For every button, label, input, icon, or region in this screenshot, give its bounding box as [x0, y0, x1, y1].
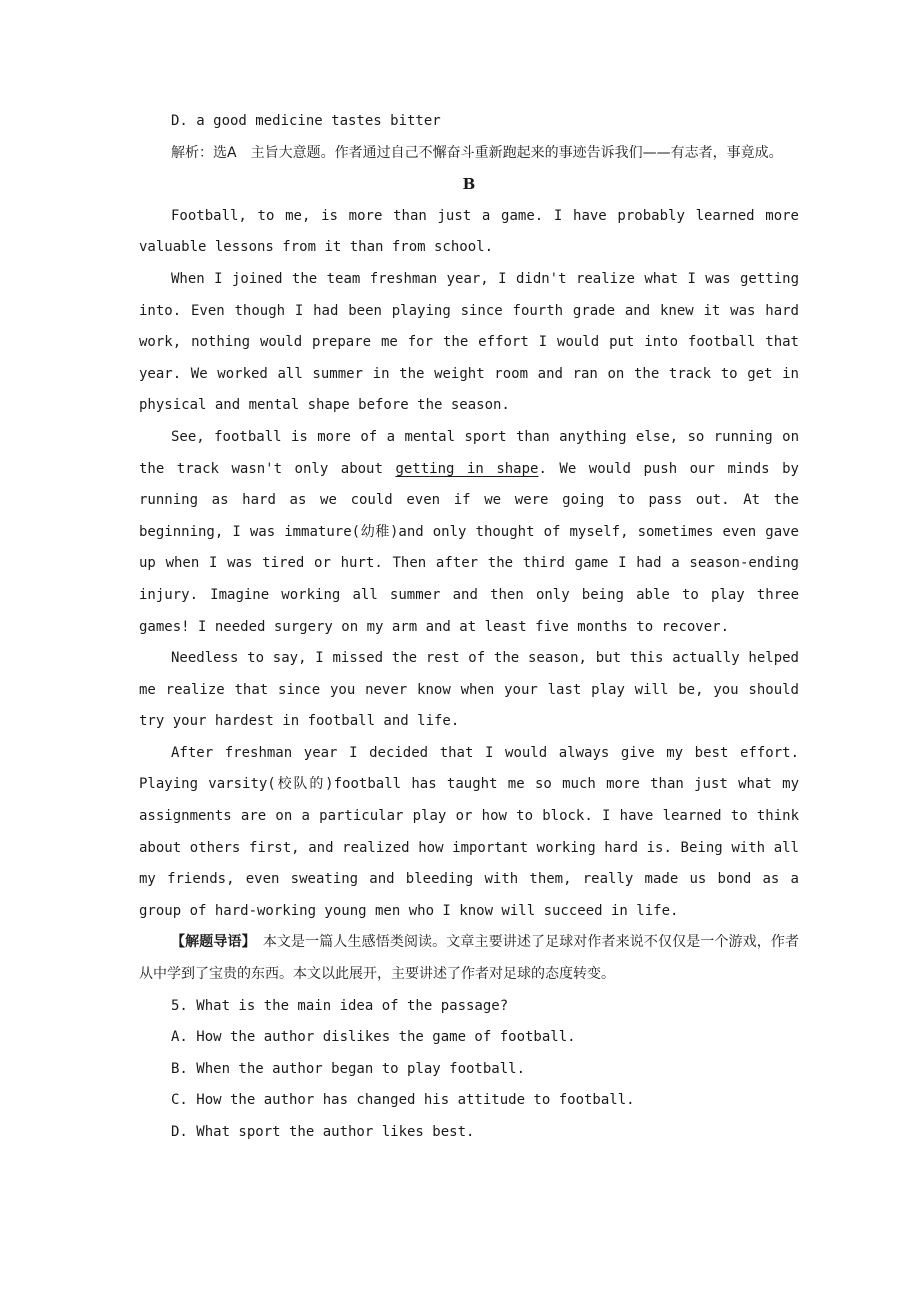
question-5-stem: 5. What is the main idea of the passage?	[171, 997, 509, 1014]
question-5-option-d: D. What sport the author likes best.	[171, 1124, 475, 1140]
p3-text-after: . We would push our minds by running as hard as we could even if we were going to pass out. At the beginning, I was immature(幼稚)and only thought of myself, sometimes even gave up when I was tired or hurt. Then after the third game I had a season-ending injury. Imagine working all summer and then only being able to play three games! I needed surgery on my arm and at least five months to recover.	[139, 460, 799, 635]
prev-analysis: 解析：选A 主旨大意题。作者通过自己不懈奋斗重新跑起来的事迹告诉我们——有志者，事竟成。	[171, 144, 783, 161]
prev-option-d: D. a good medicine tastes bitter	[171, 113, 441, 129]
passage-paragraph-2: When I joined the team freshman year, I didn't realize what I was getting into. Even though I had been playing since fourth grade and knew it was hard work, nothing would prepare me for the effort I would put into football that year. We worked all summer in the weight room and ran on the track to get in physical and mental shape before the season.	[139, 270, 799, 414]
section-heading: B	[462, 175, 476, 194]
question-5-option-b: B. When the author began to play football.	[171, 1060, 526, 1077]
passage-paragraph-1: Football, to me, is more than just a game. I have probably learned more valuable lessons from it than from school.	[139, 207, 799, 256]
guide-paragraph	[139, 927, 799, 990]
document-page	[139, 106, 799, 1149]
p3-text-before: See, football is more of a mental sport than anything else, so running on the track wasn't only about	[139, 428, 799, 477]
guide-text: 本文是一篇人生感悟类阅读。文章主要讲述了足球对作者来说不仅仅是一个游戏，作者从中学到了宝贵的东西。本文以此展开，主要讲述了作者对足球的态度转变。	[139, 934, 800, 983]
passage-paragraph-5: After freshman year I decided that I would always give my best effort. Playing varsity(校队的)football has taught me so much more than just what my assignments are on a particular play or how to block. I have learned to think about others first, and realized how important working hard is. Being with all my friends, even sweating and bleeding with them, really made us bond as a group of hard-working young men who I know will succeed in life.	[139, 744, 799, 919]
guide-label: 【解题导语】	[171, 934, 249, 951]
underlined-phrase: getting in shape	[395, 460, 539, 477]
question-5-option-a: A. How the author dislikes the game of football.	[171, 1029, 576, 1046]
question-5-option-c: C. How the author has changed his attitude to football.	[171, 1092, 635, 1109]
passage-paragraph-3	[139, 422, 799, 643]
passage-paragraph-4: Needless to say, I missed the rest of the season, but this actually helped me realize that since you never know when your last play will be, you should try your hardest in football and life.	[139, 650, 799, 730]
